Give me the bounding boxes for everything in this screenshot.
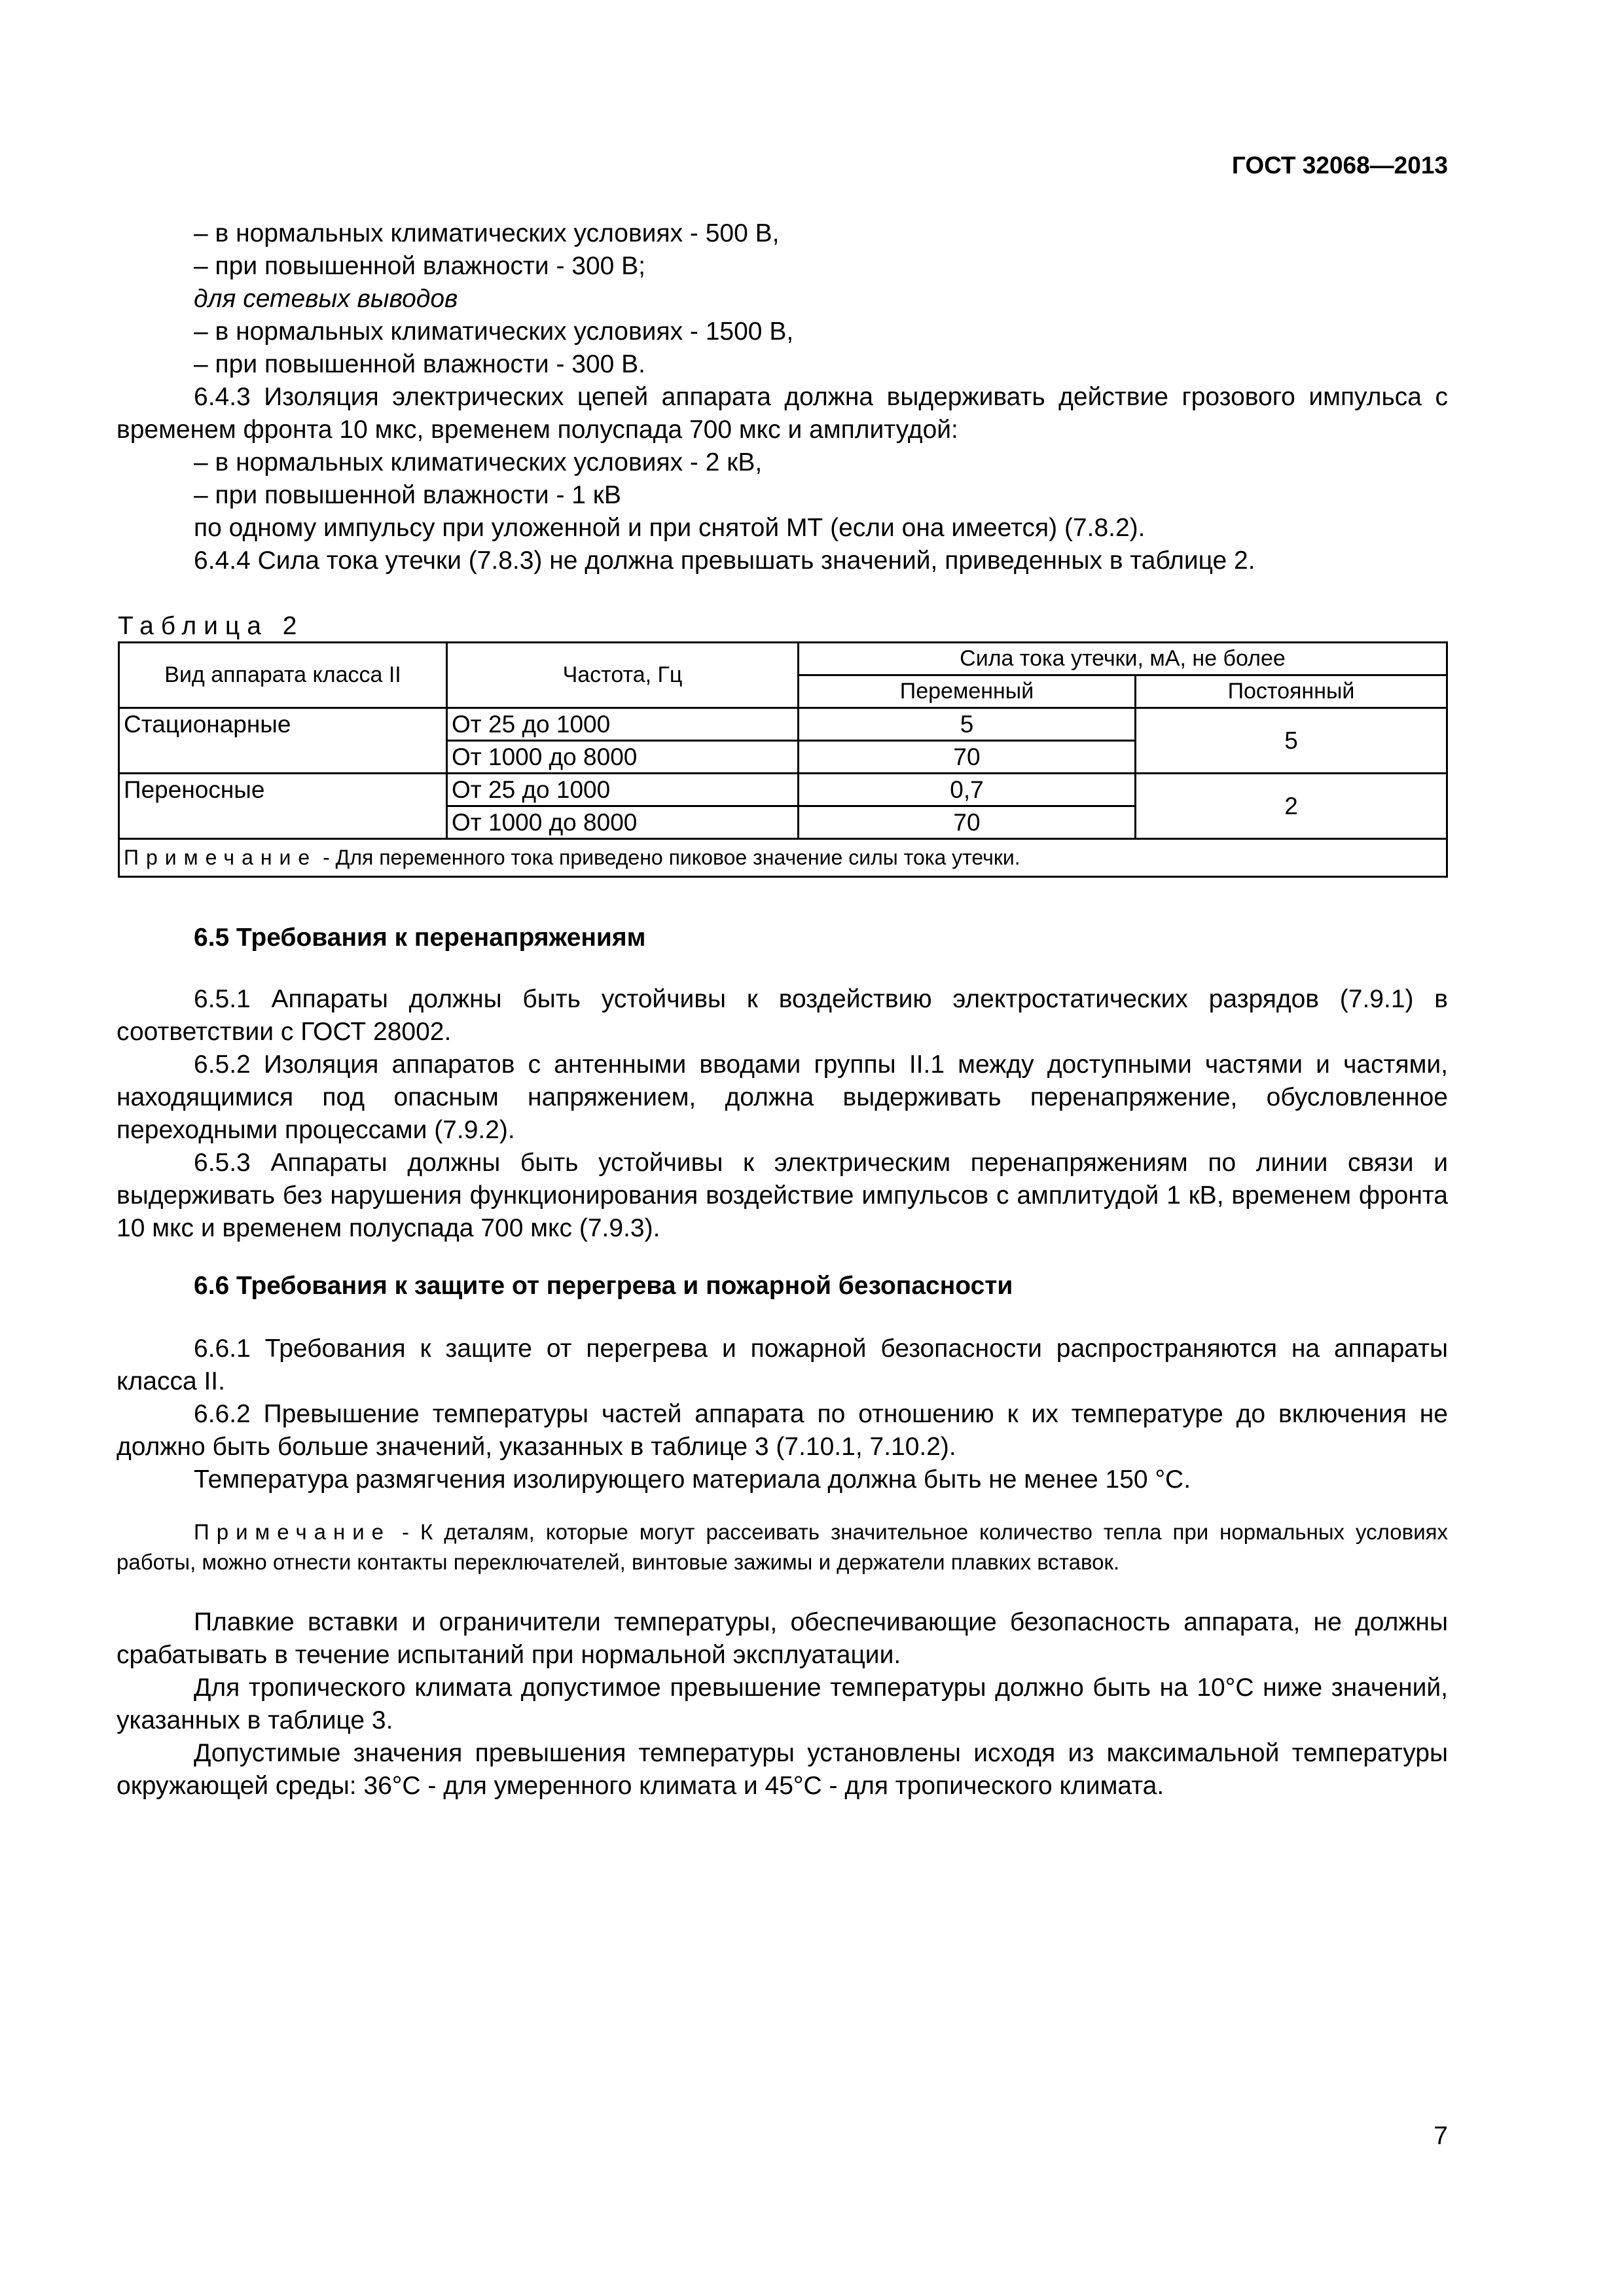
table-cell: От 25 до 1000 (447, 774, 799, 806)
note-label: Примечание (194, 1520, 391, 1544)
table-row (119, 708, 1447, 741)
section-6-6-heading: 6.6 Требования к защите от перегрева и пожарной безопасности (194, 1272, 1013, 1300)
table-cell: От 1000 до 8000 (447, 806, 799, 839)
table-cell: 70 (799, 806, 1136, 839)
table-caption: Таблица 2 (118, 612, 304, 640)
table-cell: 70 (799, 741, 1136, 774)
section-6-6-note (117, 1517, 1448, 1577)
table-header-dc: Постоянный (1136, 675, 1447, 708)
table-cell: Переносные (119, 774, 447, 839)
table-header-frequency: Частота, Гц (447, 643, 799, 708)
table-cell: От 1000 до 8000 (447, 741, 799, 774)
page-number: 7 (1434, 2122, 1448, 2150)
section-6-4-continuation (117, 217, 1448, 577)
text-line: – при повышенной влажности - 300 В; (194, 252, 646, 280)
table-cell: 5 (799, 708, 1136, 741)
text-line: – в нормальных климатических условиях - 2 кВ, (194, 448, 763, 476)
table-2 (118, 641, 1448, 878)
section-6-5-body (117, 983, 1448, 1245)
paragraph-6-5-1: 6.5.1 Аппараты должны быть устойчивы к воздействию электростатических разрядов (7.9.1) в соответствии с ГОСТ 28002. (117, 985, 1448, 1046)
table-note (119, 839, 1447, 877)
text-line: – в нормальных климатических условиях - 1500 В, (194, 317, 794, 346)
table-cell: 0,7 (799, 774, 1136, 806)
table-header-type: Вид аппарата класса II (119, 643, 447, 708)
text-line: по одному импульсу при уложенной и при снятой МТ (если она имеется) (7.8.2). (194, 514, 1146, 542)
note-text: - К деталям, которые могут рассеивать значительное количество тепла при нормальных условиях работы, можно отнести контакты переключателей, винтовые зажимы и держатели плавких вставок. (117, 1520, 1448, 1574)
section-6-5-heading: 6.5 Требования к перенапряжениям (194, 924, 646, 952)
paragraph-6-5-3: 6.5.3 Аппараты должны быть устойчивы к электрическим перенапряжениям по линии связи и выдерживать без нарушения функционирования воздействие импульсов с амплитудой 1 кВ, временем фронта 10 мкс и временем полуспада 700 мкс (7.9.3). (117, 1149, 1448, 1242)
table-cell: 2 (1136, 774, 1447, 839)
paragraph-ambient: Допустимые значения превышения температуры установлены исходя из максимальной температуры окружающей среды: 36°C - для умеренного климата и 45°C - для тропического климата. (117, 1739, 1448, 1800)
paragraph-6-6-1: 6.6.1 Требования к защите от перегрева и пожарной безопасности распространяются на аппараты класса II. (117, 1335, 1448, 1395)
section-6-6-body-continued (117, 1606, 1448, 1803)
note-paragraph (117, 1517, 1448, 1577)
paragraph-softening-temperature: Температура размягчения изолирующего материала должна быть не менее 150 °C. (194, 1465, 1191, 1494)
table-header-leakage: Сила тока утечки, мА, не более (799, 643, 1447, 675)
paragraph-fuses: Плавкие вставки и ограничители температуры, обеспечивающие безопасность аппарата, не должны срабатывать в течение испытаний при нормальной эксплуатации. (117, 1608, 1448, 1669)
text-line: – при повышенной влажности - 1 кВ (194, 481, 621, 509)
table-cell: 5 (1136, 708, 1447, 774)
table-note-label: Примечание (124, 846, 317, 869)
paragraph-6-4-4: 6.4.4 Сила тока утечки (7.8.3) не должна превышать значений, приведенных в таблице 2. (194, 547, 1255, 575)
paragraph-6-5-2: 6.5.2 Изоляция аппаратов с антенными вводами группы II.1 между доступными частями и частями, находящимися под опасным напряжением, должна выдерживать перенапряжение, обусловленное переходными процессами (7.9.2). (117, 1050, 1448, 1144)
text-line-italic: для сетевых выводов (194, 285, 458, 313)
paragraph-tropical: Для тропического климата допустимое превышение температуры должно быть на 10°C ниже значений, указанных в таблице 3. (117, 1674, 1448, 1734)
text-line: – при повышенной влажности - 300 В. (194, 350, 646, 378)
table-note-text: - Для переменного тока приведено пиковое значение силы тока утечки. (317, 846, 1020, 869)
section-6-6-body (117, 1333, 1448, 1496)
table-row (119, 774, 1447, 806)
paragraph-6-6-2: 6.6.2 Превышение температуры частей аппарата по отношению к их температуре до включения не должно быть больше значений, указанных в таблице 3 (7.10.1, 7.10.2). (117, 1400, 1448, 1461)
paragraph-6-4-3: 6.4.3 Изоляция электрических цепей аппарата должна выдерживать действие грозового импульса с временем фронта 10 мкс, временем полуспада 700 мкс и амплитудой: (117, 383, 1448, 444)
document-code: ГОСТ 32068—2013 (1231, 152, 1448, 179)
table-cell: От 25 до 1000 (447, 708, 799, 741)
table-cell: Стационарные (119, 708, 447, 774)
table-header-ac: Переменный (799, 675, 1136, 708)
text-line: – в нормальных климатических условиях - 500 В, (194, 219, 780, 247)
